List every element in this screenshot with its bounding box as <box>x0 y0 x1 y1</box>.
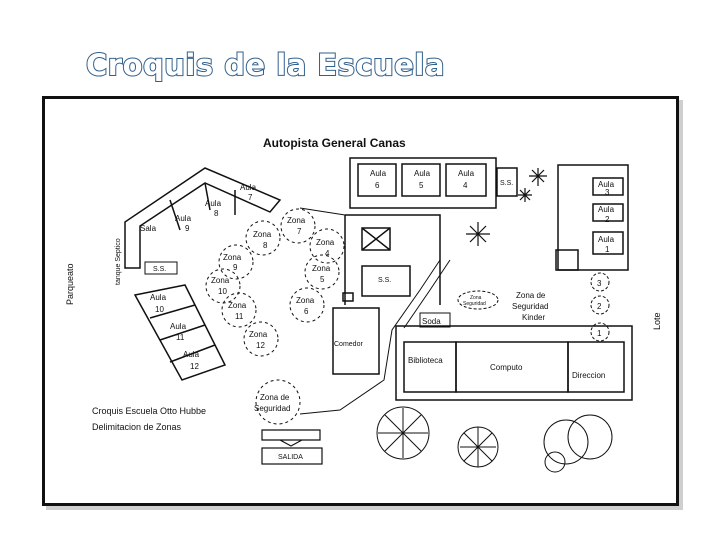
aula-5 <box>414 169 431 190</box>
aula-10 <box>150 293 167 314</box>
left-wing-building <box>125 168 280 268</box>
svg-text:12: 12 <box>190 362 199 371</box>
computo: Computo <box>490 363 523 372</box>
direccion: Direccion <box>572 371 606 380</box>
svg-text:4: 4 <box>463 181 468 190</box>
caption-delimitacion: Delimitacion de Zonas <box>92 422 182 432</box>
zona-9 <box>223 253 242 272</box>
caption-croquis: Croquis Escuela Otto Hubbe <box>92 406 207 416</box>
svg-text:Zona: Zona <box>249 330 268 339</box>
svg-text:5: 5 <box>320 275 325 284</box>
svg-text:8: 8 <box>263 241 268 250</box>
slide-title: Croquis de la Escuela <box>86 48 445 82</box>
svg-text:Zona: Zona <box>287 216 306 225</box>
zona-10 <box>211 276 230 296</box>
svg-text:Aula: Aula <box>458 169 475 178</box>
svg-text:Zona: Zona <box>211 276 230 285</box>
zona-12 <box>249 330 268 350</box>
aula-4 <box>458 169 475 190</box>
svg-text:Aula: Aula <box>183 350 200 359</box>
zona-8 <box>253 230 272 250</box>
ss-top: S.S. <box>500 180 514 187</box>
svg-text:Aula: Aula <box>598 205 615 214</box>
svg-text:11: 11 <box>176 333 185 342</box>
circle-2: 2 <box>597 302 602 311</box>
svg-text:12: 12 <box>256 341 265 350</box>
svg-text:3: 3 <box>605 188 610 197</box>
tree-icon <box>377 407 612 472</box>
svg-text:10: 10 <box>155 305 164 314</box>
svg-text:4: 4 <box>325 249 330 258</box>
svg-text:Kinder: Kinder <box>522 313 546 322</box>
zona-seguridad-bottom <box>254 380 300 424</box>
svg-text:Seguridad: Seguridad <box>254 404 291 413</box>
tanque-septico: tanque Septico <box>115 238 122 285</box>
svg-text:Zona: Zona <box>253 230 272 239</box>
svg-text:2: 2 <box>605 215 610 224</box>
svg-text:Aula: Aula <box>205 199 222 208</box>
svg-text:Zona: Zona <box>296 296 315 305</box>
svg-text:6: 6 <box>304 307 309 316</box>
svg-text:Aula: Aula <box>370 169 387 178</box>
svg-text:Zona de: Zona de <box>260 393 290 402</box>
aula-12 <box>183 350 200 371</box>
svg-text:8: 8 <box>214 209 219 218</box>
zona-6 <box>296 296 315 316</box>
svg-text:Aula: Aula <box>170 322 187 331</box>
svg-text:7: 7 <box>248 193 253 202</box>
svg-text:11: 11 <box>235 312 244 321</box>
zona-4 <box>316 238 335 258</box>
svg-text:Aula: Aula <box>175 214 192 223</box>
svg-text:Zona: Zona <box>312 264 331 273</box>
circle-1: 1 <box>597 329 602 338</box>
aula-6 <box>370 169 387 190</box>
svg-text:Zona de: Zona de <box>516 291 546 300</box>
parqueo-label: Parqueato <box>65 263 75 305</box>
svg-text:Zona: Zona <box>470 295 482 301</box>
comedor: Comedor <box>334 341 363 348</box>
aula-1 <box>598 235 615 254</box>
svg-text:Aula: Aula <box>150 293 167 302</box>
kinder-building <box>556 165 628 270</box>
svg-text:Aula: Aula <box>598 180 615 189</box>
svg-text:Aula: Aula <box>414 169 431 178</box>
svg-text:Aula: Aula <box>240 183 257 192</box>
svg-text:Zona: Zona <box>316 238 335 247</box>
soda: Soda <box>422 317 441 326</box>
zona-7 <box>287 216 306 236</box>
svg-text:6: 6 <box>375 181 380 190</box>
svg-text:Aula: Aula <box>598 235 615 244</box>
salida: SALIDA <box>278 454 303 461</box>
svg-text:Zona: Zona <box>223 253 242 262</box>
sala: Sala <box>140 224 157 233</box>
zona-seguridad-kinder <box>512 291 548 322</box>
svg-text:9: 9 <box>233 263 238 272</box>
zona-11 <box>228 301 247 321</box>
biblioteca: Biblioteca <box>408 356 443 365</box>
lote-label: Lote <box>652 312 662 330</box>
central-area <box>343 215 440 305</box>
circle-3: 3 <box>597 279 602 288</box>
svg-text:Seguridad: Seguridad <box>512 302 549 311</box>
svg-text:10: 10 <box>218 287 227 296</box>
zona-5 <box>312 264 331 284</box>
ss-left: S.S. <box>153 266 167 273</box>
svg-text:5: 5 <box>419 181 424 190</box>
svg-text:9: 9 <box>185 224 190 233</box>
zona-seguridad-small <box>458 291 498 309</box>
highway-label: Autopista General Canas <box>263 136 406 150</box>
svg-text:Seguridad: Seguridad <box>463 301 486 307</box>
aula-8 <box>205 199 222 218</box>
svg-text:7: 7 <box>297 227 302 236</box>
svg-text:1: 1 <box>605 245 610 254</box>
svg-text:Zona: Zona <box>228 301 247 310</box>
ss-center: S.S. <box>378 277 392 284</box>
